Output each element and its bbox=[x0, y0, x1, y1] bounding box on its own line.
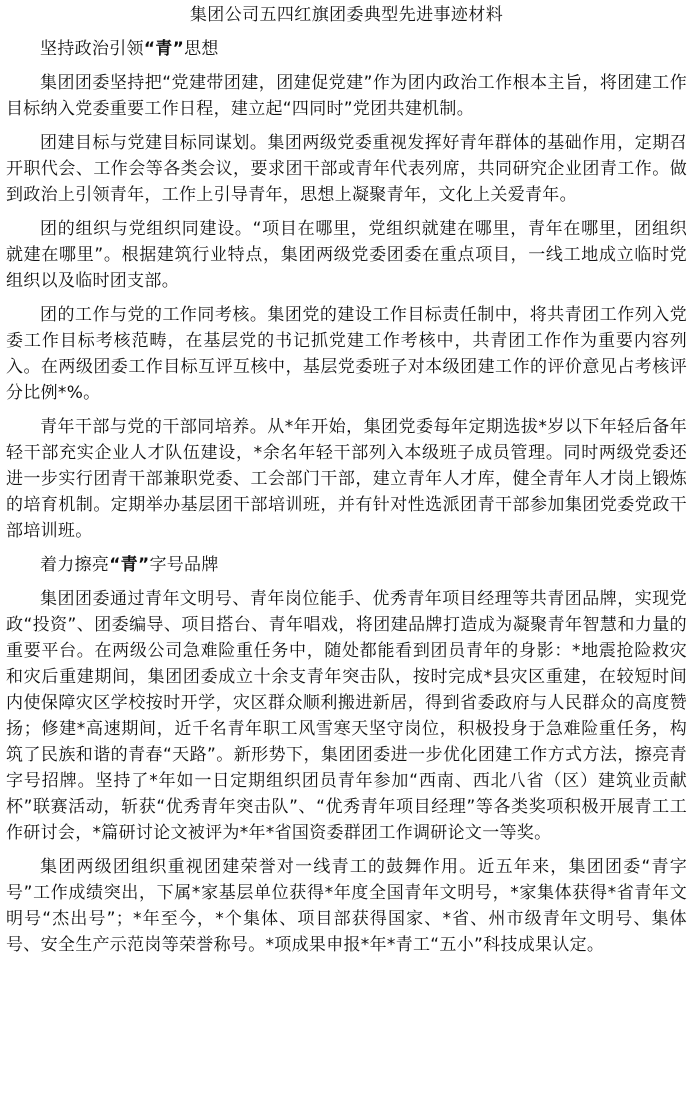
paragraph: 集团团委坚持把“党建带团建，团建促党建”作为团内政治工作根本主旨，将团建工作目标纳入党委重要工作日程，建立起“四同时”党团共建机制。 bbox=[6, 73, 687, 119]
heading-quote: “青” bbox=[109, 555, 150, 575]
heading-quote: “青” bbox=[143, 39, 185, 59]
paragraph: 青年干部与党的干部同培养。从*年开始，集团党委每年定期选拔*岁以下年轻后备年轻干部充实企业人才队伍建设，*余名年轻干部列入本级班子成员管理。同时两级党委还进一步实行团青干部兼职党委、工会部门干部，建立青年人才库，健全青年人才岗上锻炼的培育机制。定期举办基层团干部培训班，并有针对性选派团青干部参加集团党委党政干部培训班。 bbox=[6, 417, 687, 541]
paragraph: 团建目标与党建目标同谋划。集团两级党委重视发挥好青年群体的基础作用，定期召开职代会、工作会等各类会议，要求团干部或青年代表列席，共同研究企业团青工作。做到政治上引领青年，工作上引导青年，思想上凝聚青年，文化上关爱青年。 bbox=[6, 133, 687, 205]
section-heading-brand bbox=[6, 552, 687, 578]
document-title: 集团公司五四红旗团委典型先进事迹材料 bbox=[189, 5, 504, 25]
paragraph: 集团两级团组织重视团建荣誉对一线青工的鼓舞作用。近五年来，集团团委“青字号”工作成绩突出，下属*家基层单位获得*年度全国青年文明号，*家集体获得*省青年文明号“杰出号”；*年至今，*个集体、项目部获得国家、*省、州市级青年文明号、集体号、安全生产示范岗等荣誉称号。*项成果申报*年*青工“五小”科技成果认定。 bbox=[6, 857, 687, 955]
heading-text: 坚持政治引领 bbox=[40, 39, 144, 59]
heading-text: 字号品牌 bbox=[149, 555, 219, 575]
paragraph: 团的组织与党组织同建设。“项目在哪里，党组织就建在哪里，青年在哪里，团组织就建在哪里”。根据建筑行业特点，集团两级党委团委在重点项目，一线工地成立临时党组织以及临时团支部。 bbox=[6, 219, 687, 291]
section-heading-political bbox=[6, 36, 687, 62]
paragraph: 团的工作与党的工作同考核。集团党的建设工作目标责任制中，将共青团工作列入党委工作目标考核范畴，在基层党的书记抓党建工作考核中，共青团工作作为重要内容列入。在两级团委工作目标互评互核中，基层党委班子对本级团建工作的评价意见占考核评分比例*%。 bbox=[6, 305, 687, 403]
paragraph: 集团团委通过青年文明号、青年岗位能手、优秀青年项目经理等共青团品牌，实现党政“投资”、团委编导、项目搭台、青年唱戏，将团建品牌打造成为凝聚青年智慧和力量的重要平台。在两级公司急难险重任务中，随处都能看到团员青年的身影：*地震抢险救灾和灾后重建期间，集团团委成立十余支青年突击队，按时完成*县灾区重建，在较短时间内使保障灾区学校按时开学，灾区群众顺利搬进新居，得到省委政府与人民群众的高度赞扬；修建*高速期间，近千名青年职工风雪寒天坚守岗位，积极投身于急难险重任务，构筑了民族和谐的青春“天路”。新形势下，集团团委进一步优化团建工作方式方法，擦亮青字号招牌。坚持了*年如一日定期组织团员青年参加“西南、西北八省（区）建筑业贡献杯”联赛活动，斩获“优秀青年突击队”、“优秀青年项目经理”等各类奖项积极开展青工工作研讨会，*篇研讨论文被评为*年*省国资委群团工作调研论文一等奖。 bbox=[6, 589, 687, 843]
heading-text: 思想 bbox=[184, 39, 219, 59]
heading-text: 着力擦亮 bbox=[40, 555, 110, 575]
